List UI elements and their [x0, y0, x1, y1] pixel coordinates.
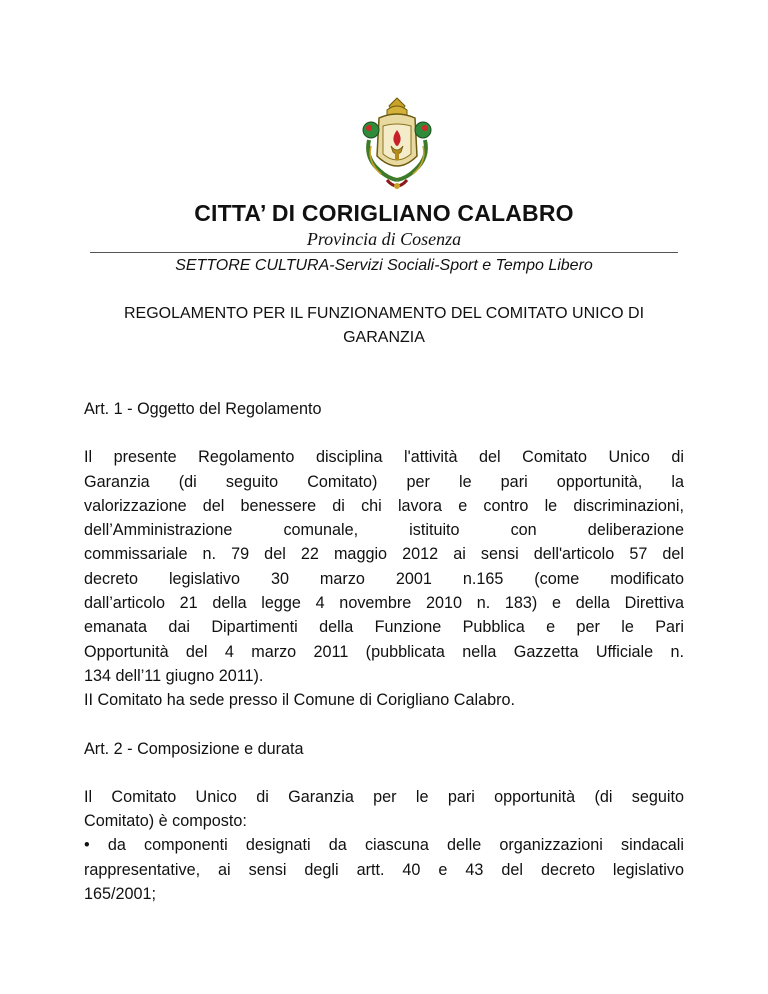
paragraph-line: Garanzia (di seguito Comitato) per le pari opportunità, la [84, 472, 684, 491]
sector-line: SETTORE CULTURA-Servizi Sociali-Sport e Tempo Libero [175, 257, 593, 274]
paragraph-line: valorizzazione del benessere di chi lavora e contro le discriminazioni, [84, 496, 684, 515]
paragraph-line: commissariale n. 79 del 22 maggio 2012 ai sensi dell'articolo 57 del [84, 545, 684, 564]
header-divider [90, 252, 678, 253]
bullet-line: • da componenti designati da ciascuna delle organizzazioni sindacali [84, 836, 684, 855]
document-title [100, 302, 668, 350]
article-1-heading: Art. 1 - Oggetto del Regolamento [84, 400, 322, 418]
comitato-seat-line: II Comitato ha sede presso il Comune di Corigliano Calabro. [84, 691, 515, 710]
article-1-paragraph [84, 445, 684, 712]
paragraph-line: emanata dai Dipartimenti della Funzione Pubblica e per le Pari [84, 618, 684, 637]
paragraph-line: decreto legislativo 30 marzo 2001 n.165 (come modificato [84, 569, 684, 588]
bullet-line: 165/2001; [84, 885, 157, 904]
article-2-paragraph [84, 785, 684, 906]
document-title-line-2: GARANZIA [343, 329, 425, 346]
document-body [84, 397, 684, 906]
paragraph-line: dell’Amministrazione comunale, istituito con deliberazione [84, 521, 684, 540]
document-title-line-1: REGOLAMENTO PER IL FUNZIONAMENTO DEL COMITATO UNICO DI [123, 305, 645, 322]
province-subtitle: Provincia di Cosenza [306, 229, 462, 249]
paragraph-line: Il presente Regolamento disciplina l'attività del Comitato Unico di [84, 448, 684, 467]
paragraph-line: 134 dell’11 giugno 2011). [84, 666, 264, 685]
coat-of-arms-logo [357, 96, 437, 200]
paragraph-line: dall’articolo 21 della legge 4 novembre 2010 n. 183) e della Direttiva [84, 594, 684, 613]
city-title: CITTA’ DI CORIGLIANO CALABRO [194, 200, 574, 226]
paragraph-line: Opportunità del 4 marzo 2011 (pubblicata nella Gazzetta Ufficiale n. [84, 642, 684, 661]
article-2-heading: Art. 2 - Composizione e durata [84, 739, 304, 758]
paragraph-line: Comitato) è composto: [84, 812, 247, 831]
bullet-line: rappresentative, ai sensi degli artt. 40 e 43 del decreto legislativo [84, 860, 684, 879]
paragraph-line: Il Comitato Unico di Garanzia per le pari opportunità (di seguito [84, 787, 684, 806]
